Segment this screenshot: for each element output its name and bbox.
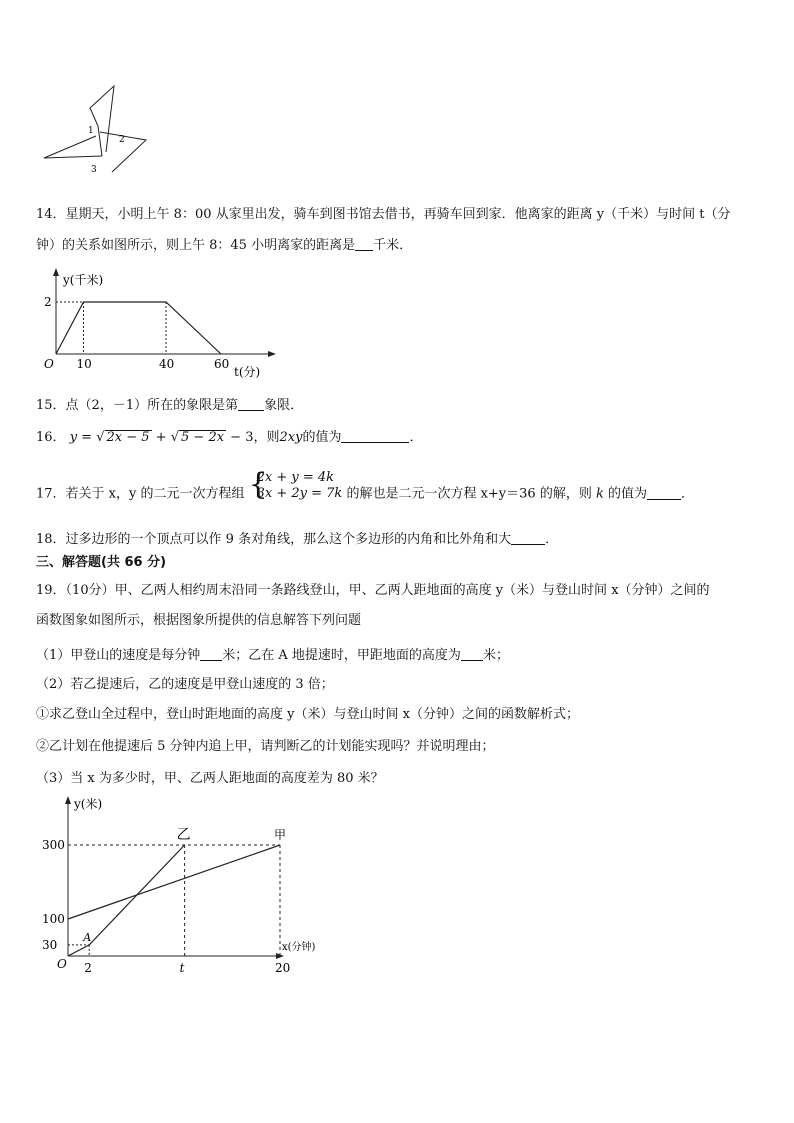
q16-number: 16． <box>36 430 66 445</box>
q18-line <box>36 530 558 549</box>
y-axis-label: y(千米) <box>63 273 104 287</box>
angle-label-2: 2 <box>119 135 125 145</box>
q15-answer-blank[interactable] <box>238 396 264 411</box>
q17-k: k <box>595 486 604 502</box>
x-tick-label: 10 <box>76 357 92 371</box>
x-tick-label: 20 <box>275 961 291 975</box>
q14-answer-blank[interactable] <box>355 236 373 251</box>
q16-tail: 的值为 <box>302 430 342 445</box>
pinwheel-figure <box>40 84 155 180</box>
q19-line2: 函数图象如图所示，根据图象所提供的信息解答下列问题 <box>36 613 362 628</box>
angle-label-1: 1 <box>88 126 94 136</box>
series-yi-label: 乙 <box>176 827 191 843</box>
q19-part1-a: （1）甲登山的速度是每分钟 <box>36 648 201 663</box>
x-axis-label: t(分) <box>234 365 261 379</box>
q19-height-blank[interactable] <box>461 646 483 661</box>
y-tick-label: 100 <box>42 912 65 926</box>
y-axis-label: y(米) <box>74 797 103 811</box>
q16-end: ． <box>409 430 423 445</box>
q19-speed-blank[interactable] <box>200 646 222 661</box>
q16-mid: ，则 <box>253 430 280 445</box>
q19-line1: 19．（10分）甲、乙两人相约周末沿同一条路线登山，甲、乙两人距地面的高度 y（米）与登山时间 x（分钟）之间的 <box>36 583 710 598</box>
q17-end: ． <box>681 486 695 502</box>
q16-plus: + <box>151 430 171 445</box>
angle-label-3: 3 <box>91 165 97 175</box>
q17-text-3: 的值为 <box>603 486 647 502</box>
equation-system: { 2x + y = 4k 3x + 2y = 7k <box>248 467 343 502</box>
y-tick-label: 30 <box>42 937 58 952</box>
q17-text: 17．若关于 x，y 的二元一次方程组 <box>36 486 245 502</box>
equation-1: 2x + y = 4k <box>256 470 335 485</box>
section-heading: 三、解答题(共 66 分) <box>36 555 167 570</box>
height-time-chart <box>36 794 336 980</box>
distance-time-chart <box>36 268 276 382</box>
q19-part1 <box>36 646 509 665</box>
q16-line: 16． y = √ 2x − 5 + √ 5 − 2x − 3，则2xy的值为 ． <box>36 430 423 445</box>
equation-2: 3x + 2y = 7k <box>256 486 343 501</box>
y-tick-label: 2 <box>44 295 52 309</box>
q16-expr: 2xy <box>279 430 303 445</box>
x-tick-label: 2 <box>84 961 92 975</box>
q14-line1: 14．星期天，小明上午 8：00 从家里出发，骑车到图书馆去借书，再骑车回到家．他离家的距离 y（千米）与时间 t（分 <box>36 207 731 222</box>
q17-text-2: 的解也是二元一次方程 x+y＝36 的解，则 <box>346 486 596 502</box>
distance-line <box>56 302 221 354</box>
q18-end: ． <box>545 532 559 547</box>
q14-text-end: 千米． <box>373 238 413 253</box>
x-tick-label: 40 <box>159 357 175 371</box>
origin-label: O <box>44 357 54 371</box>
x-tick-label: 60 <box>214 357 230 371</box>
q18-text: 18．过多边形的一个顶点可以作 9 条对角线，那么这个多边形的内角和比外角和大 <box>36 532 512 547</box>
y-axis-arrow <box>65 796 71 804</box>
q16-answer-blank[interactable] <box>341 428 409 443</box>
x-tick-label: t <box>179 961 185 975</box>
y-axis-arrow <box>53 268 59 276</box>
q19-part1-b: 米；乙在 A 地提速时，甲距地面的高度为 <box>222 648 461 663</box>
q19-part3: （3）当 x 为多少时，甲、乙两人距地面的高度差为 80 米？ <box>36 771 384 786</box>
q17-line <box>36 467 695 510</box>
q16-y: y <box>69 430 78 445</box>
q15-text: 15．点（2，－1）所在的象限是第 <box>36 398 239 413</box>
q18-answer-blank[interactable] <box>511 530 545 545</box>
q19-part2-2: ②乙计划在他提速后 5 分钟内追上甲，请判断乙的计划能实现吗？并说明理由； <box>36 739 495 754</box>
point-a-label: A <box>83 930 92 944</box>
q14-text: 钟）的关系如图所示，则上午 8：45 小明离家的距离是 <box>36 238 356 253</box>
q19-part2-1: ①求乙登山全过程中，登山时距地面的高度 y（米）与登山时间 x（分钟）之间的函数解析式； <box>36 707 579 722</box>
series-jia-label: 甲 <box>274 828 287 842</box>
q15-line <box>36 396 303 415</box>
q15-text-end: 象限． <box>264 398 304 413</box>
q14-line2 <box>36 236 412 255</box>
q16-radicand-1: 2x − 5 <box>106 430 150 445</box>
origin-label: O <box>57 957 67 971</box>
q16-eq: = <box>77 430 97 445</box>
y-tick-label: 300 <box>42 838 65 852</box>
x-axis-label: x(分钟) <box>282 942 316 953</box>
q19-part1-c: 米； <box>482 648 509 663</box>
q17-answer-blank[interactable] <box>647 485 681 500</box>
q16-minus: − 3 <box>226 430 254 445</box>
x-axis-arrow <box>268 351 276 357</box>
q19-part2: （2）若乙提速后，乙的速度是甲登山速度的 3 倍； <box>36 677 334 692</box>
q16-radicand-2: 5 − 2x <box>181 430 225 445</box>
